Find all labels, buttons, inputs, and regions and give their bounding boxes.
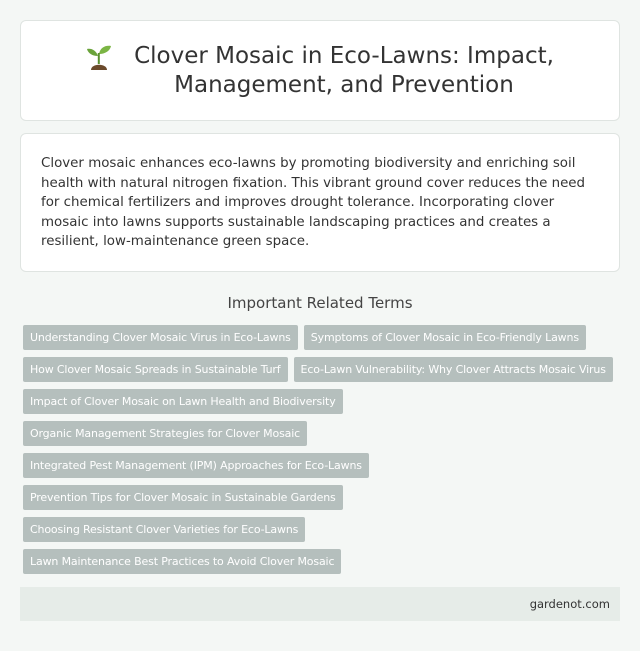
related-term-tag[interactable]: Understanding Clover Mosaic Virus in Eco-Lawns: [23, 325, 298, 350]
header-card: [20, 20, 620, 121]
related-term-tag[interactable]: Lawn Maintenance Best Practices to Avoid Clover Mosaic: [23, 549, 341, 574]
description-text: Clover mosaic enhances eco-lawns by promoting biodiversity and enriching soil health with natural nitrogen fixation. This vibrant ground cover reduces the need for chemical fertilizers and improves drought tolerance. Incorporating clover mosaic into lawns supports sustainable landscaping practices and creates a resilient, low-maintenance green space.: [41, 156, 586, 250]
related-term-tag[interactable]: How Clover Mosaic Spreads in Sustainable Turf: [23, 357, 288, 382]
footer-site-link[interactable]: gardenot.com: [529, 597, 610, 611]
header-inner: [86, 42, 554, 100]
related-term-tag[interactable]: Impact of Clover Mosaic on Lawn Health and Biodiversity: [23, 389, 343, 414]
related-terms-list: [20, 325, 620, 574]
page-title: Clover Mosaic in Eco-Lawns: Impact, Management, and Prevention: [134, 42, 554, 98]
footer: [20, 587, 620, 621]
related-term-tag[interactable]: Eco-Lawn Vulnerability: Why Clover Attracts Mosaic Virus: [294, 357, 613, 382]
related-terms-heading: Important Related Terms: [227, 294, 413, 312]
related-term-tag[interactable]: Organic Management Strategies for Clover Mosaic: [23, 421, 307, 446]
related-term-tag[interactable]: Integrated Pest Management (IPM) Approaches for Eco-Lawns: [23, 453, 369, 478]
related-term-tag[interactable]: Choosing Resistant Clover Varieties for Eco-Lawns: [23, 517, 305, 542]
seedling-icon: [86, 42, 112, 72]
related-term-tag[interactable]: Prevention Tips for Clover Mosaic in Sustainable Gardens: [23, 485, 343, 510]
related-term-tag[interactable]: Symptoms of Clover Mosaic in Eco-Friendly Lawns: [304, 325, 586, 350]
description-card: [20, 133, 620, 272]
